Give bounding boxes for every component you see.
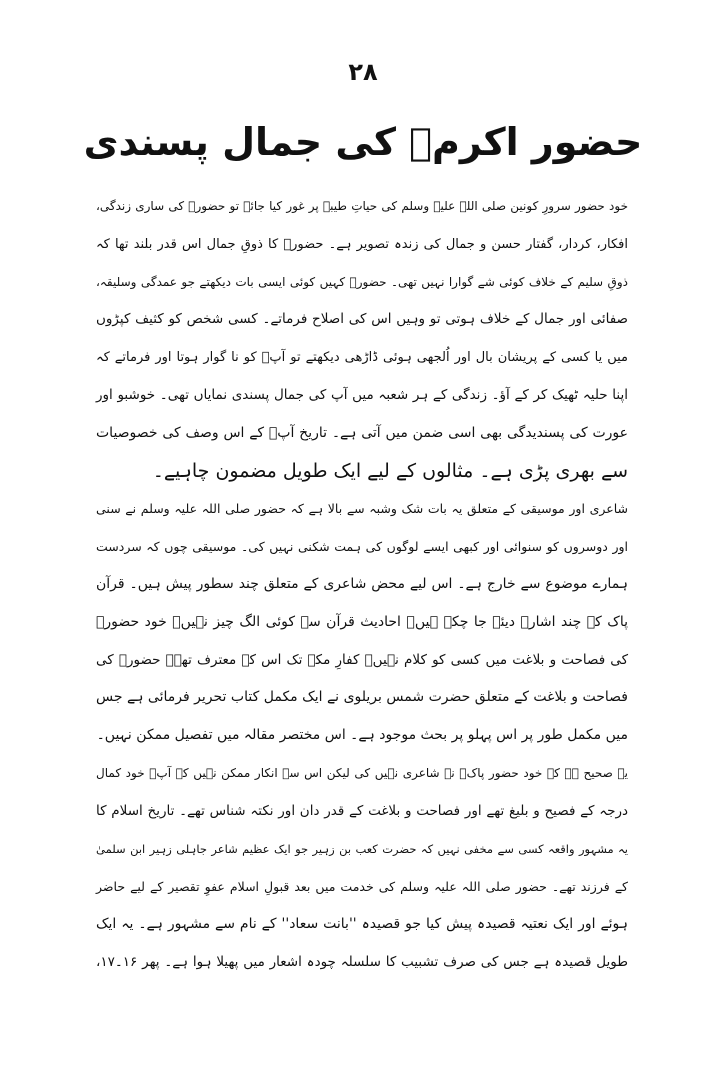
text-line: میں مکمل طور پر اس پہلو پر بحث موجود ہے۔ اس مختصر مقالہ میں تفصیل ممکن نہیں۔ [96,727,628,744]
text-line: فصاحت و بلاغت کے متعلق حضرت شمس بریلوی نے ایک مکمل کتاب تحریر فرمائی ہے جس [96,689,628,706]
paragraph [96,188,628,490]
chapter-heading: حضور اکرمؐ کی جمال پسندی [83,120,643,164]
text-line: ذوقِ سلیم کے خلاف کوئی شے گوارا نہیں تھی۔ حضورؐ کہیں کوئی ایسی بات دیکھتے جو عمدگی وسلیقہ، [96,274,628,289]
page-number: ۲۸ [348,58,378,86]
text-line: میں یا کسی کے پریشان بال اور اُلجھی ہوئی ڈاڑھی دیکھتے تو آپؐ کو نا گوار ہوتا اور فرماتے کہ [96,350,628,366]
text-line: اور دوسروں کو سنوائی اور کبھی ایسے لوگوں کی ہمت شکنی نہیں کی۔ موسیقی چوں کہ سردست [96,539,628,555]
paragraph [96,490,628,755]
body-text [96,188,628,982]
text-line: عورت کی پسندیدگی بھی اسی ضمن میں آتی ہے۔ تاریخ آپؐ کے اس وصف کی خصوصیات [96,424,628,441]
text-line: صفائی اور جمال کے خلاف ہوتی تو وہیں اس کی اصلاح فرماتے۔ کسی شخص کو کثیف کپڑوں [96,311,628,328]
text-line: سے بھری پڑی ہے۔ مثالوں کے لیے ایک طویل مضمون چاہیے۔ [152,459,628,482]
text-line: یہ مشہور واقعہ کسی سے مخفی نہیں کہ حضرت کعب بن زہیر جو ایک عظیم شاعر جاہلی زہیر ابن سلمیٰ [96,841,628,856]
text-line: درجہ کے فصیح و بلیغ تھے اور فصاحت و بلاغت کے قدر دان اور نکتہ شناس تھے۔ تاریخ اسلام کا [96,802,628,819]
text-line: کے فرزند تھے۔ حضور صلی اللہ علیہ وسلم کی خدمت میں بعد قبولِ اسلام عفوِ تقصیر کے لیے حاضر [96,879,628,895]
text-line: یہ صحیح ہے کہ خود حضور پاکؐ نے شاعری نہیں کی لیکن اس سے انکار ممکن نہیں کہ آپؐ خود کمال [96,765,628,780]
paragraph [96,755,628,982]
text-line: پاک کے چند اشارے دیئے جا چکے ہیں۔ احادیث قرآن سے کوئی الگ چیز نہیں۔ خود حضورؐ [96,613,628,630]
text-line: ہمارے موضوع سے خارج ہے۔ اس لیے محض شاعری کے متعلق چند سطور پیش ہیں۔ قرآن [96,575,628,592]
text-line: ہوئے اور ایک نعتیہ قصیدہ پیش کیا جو قصیدہ ''بانت سعاد'' کے نام سے مشہور ہے۔ یہ ایک [96,916,628,933]
text-line: اپنا حلیہ ٹھیک کر کے آؤ۔ زندگی کے ہر شعبہ میں آپ کی جمال پسندی نمایاں تھی۔ خوشبو اور [96,386,628,403]
text-line: شاعری اور موسیقی کے متعلق یہ بات شک وشبہ سے بالا ہے کہ حضور صلی اللہ علیہ وسلم نے سنی [96,501,628,517]
text-line: طویل قصیدہ ہے جس کی صرف تشبیب کا سلسلہ چودہ اشعار میں پھیلا ہوا ہے۔ پھر ۱۶۔۱۷، [96,953,628,970]
text-line: کی فصاحت و بلاغت میں کسی کو کلام نہیں۔ کفارِ مکہ تک اس کے معترف تھے۔ حضورؐ کی [96,651,628,668]
text-line: افکار، کردار، گفتار حسن و جمال کی زندہ تصویر ہے۔ حضورؐ کا ذوقِ جمال اس قدر بلند تھا کہ [96,236,628,252]
text-line: خود حضور سرورِ کونین صلی اللہ علیہ وسلم کی حیاتِ طیبہ پر غور کیا جائے تو حضورؐ کی ساری زندگی، [96,199,628,213]
